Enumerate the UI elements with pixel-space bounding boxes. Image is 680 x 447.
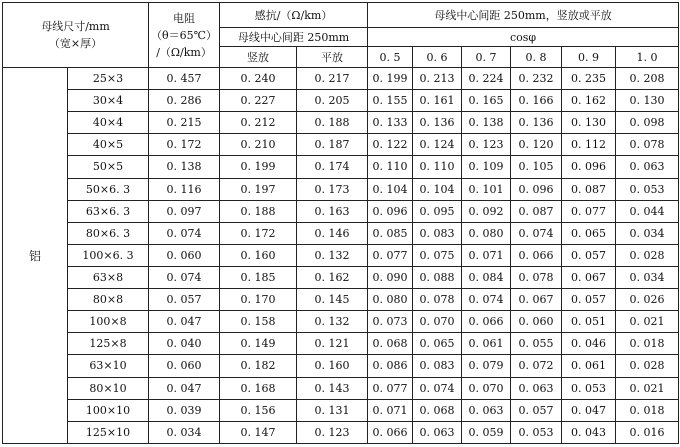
- busbar-impedance-table: [2, 2, 679, 444]
- size-cell: 125×8: [68, 333, 149, 355]
- reactance-vertical-cell: 0. 197: [220, 178, 297, 200]
- size-cell: 63×10: [68, 355, 149, 377]
- cos-value-cell: 0. 053: [562, 377, 616, 399]
- reactance-vertical-cell: 0. 182: [220, 355, 297, 377]
- table-row: [3, 112, 679, 134]
- cos-value-cell: 0. 074: [413, 377, 462, 399]
- table-row: [3, 289, 679, 311]
- cos-value-cell: 0. 071: [462, 244, 511, 266]
- size-cell: 30×4: [68, 90, 149, 112]
- cos-value-cell: 0. 051: [562, 311, 616, 333]
- size-cell: 40×5: [68, 134, 149, 156]
- resistance-cell: 0. 138: [149, 156, 220, 178]
- reactance-flat-cell: 0. 121: [297, 333, 368, 355]
- cos-value-cell: 0. 018: [616, 333, 679, 355]
- cos-value-cell: 0. 095: [413, 200, 462, 222]
- cos-group-header: 母线中心间距 250mm，竖放或平放: [368, 3, 679, 28]
- reactance-vertical-cell: 0. 156: [220, 399, 297, 421]
- cos-value-cell: 0. 034: [616, 266, 679, 288]
- cos-value-cell: 0. 068: [413, 399, 462, 421]
- cos-value-cell: 0. 096: [368, 200, 413, 222]
- cos-value-cell: 0. 083: [413, 222, 462, 244]
- table-row: [3, 200, 679, 222]
- size-cell: 80×10: [68, 377, 149, 399]
- cos-value-cell: 0. 070: [462, 377, 511, 399]
- cos-value-header: 0. 9: [562, 47, 616, 68]
- cos-value-cell: 0. 092: [462, 200, 511, 222]
- table-row: [3, 399, 679, 421]
- resistance-header-line2: （θ＝65℃）: [151, 28, 217, 42]
- reactance-flat-cell: 0. 187: [297, 134, 368, 156]
- cos-value-cell: 0. 161: [413, 90, 462, 112]
- cos-value-cell: 0. 063: [413, 421, 462, 443]
- table-row: [3, 222, 679, 244]
- size-cell: 50×5: [68, 156, 149, 178]
- resistance-header: [149, 3, 220, 68]
- size-cell: 40×4: [68, 112, 149, 134]
- cos-value-cell: 0. 101: [462, 178, 511, 200]
- reactance-flat-cell: 0. 173: [297, 178, 368, 200]
- size-header-line2: （宽×厚）: [48, 37, 103, 50]
- reactance-flat-cell: 0. 205: [297, 90, 368, 112]
- cos-value-cell: 0. 096: [511, 178, 562, 200]
- cos-value-cell: 0. 105: [511, 156, 562, 178]
- cos-value-cell: 0. 055: [511, 333, 562, 355]
- cos-value-cell: 0. 074: [462, 289, 511, 311]
- cos-value-cell: 0. 079: [462, 355, 511, 377]
- cos-value-cell: 0. 224: [462, 68, 511, 90]
- cos-value-cell: 0. 046: [562, 333, 616, 355]
- resistance-cell: 0. 172: [149, 134, 220, 156]
- cos-value-cell: 0. 080: [462, 222, 511, 244]
- reactance-vertical-cell: 0. 149: [220, 333, 297, 355]
- reactance-vertical-cell: 0. 172: [220, 222, 297, 244]
- table-row: [3, 377, 679, 399]
- cos-value-cell: 0. 053: [511, 421, 562, 443]
- cos-value-cell: 0. 124: [413, 134, 462, 156]
- cos-value-cell: 0. 021: [616, 377, 679, 399]
- resistance-cell: 0. 047: [149, 377, 220, 399]
- resistance-cell: 0. 047: [149, 311, 220, 333]
- resistance-cell: 0. 097: [149, 200, 220, 222]
- reactance-flat-cell: 0. 131: [297, 399, 368, 421]
- table-row: [3, 333, 679, 355]
- reactance-flat-cell: 0. 174: [297, 156, 368, 178]
- cos-value-cell: 0. 057: [511, 399, 562, 421]
- cos-value-cell: 0. 208: [616, 68, 679, 90]
- reactance-flat-cell: 0. 162: [297, 266, 368, 288]
- cos-value-cell: 0. 110: [368, 156, 413, 178]
- cos-value-cell: 0. 080: [368, 289, 413, 311]
- cos-value-cell: 0. 057: [562, 244, 616, 266]
- cos-value-cell: 0. 061: [462, 333, 511, 355]
- cos-value-cell: 0. 122: [368, 134, 413, 156]
- cos-value-cell: 0. 130: [562, 112, 616, 134]
- cos-value-cell: 0. 026: [616, 289, 679, 311]
- cos-value-cell: 0. 065: [413, 333, 462, 355]
- cos-value-cell: 0. 084: [462, 266, 511, 288]
- reactance-vertical-cell: 0. 210: [220, 134, 297, 156]
- resistance-cell: 0. 040: [149, 333, 220, 355]
- cos-value-cell: 0. 088: [413, 266, 462, 288]
- cos-value-cell: 0. 047: [562, 399, 616, 421]
- cos-value-cell: 0. 166: [511, 90, 562, 112]
- reactance-flat-cell: 0. 163: [297, 200, 368, 222]
- cos-value-cell: 0. 136: [511, 112, 562, 134]
- reactance-flat-cell: 0. 146: [297, 222, 368, 244]
- size-header-line1: 母线尺寸/mm: [41, 20, 110, 33]
- resistance-header-line3: /（Ω/km）: [156, 45, 212, 59]
- cos-value-cell: 0. 086: [368, 355, 413, 377]
- cos-value-cell: 0. 090: [368, 266, 413, 288]
- cos-value-cell: 0. 078: [413, 289, 462, 311]
- reactance-flat-cell: 0. 217: [297, 68, 368, 90]
- cos-value-cell: 0. 065: [562, 222, 616, 244]
- cos-value-cell: 0. 235: [562, 68, 616, 90]
- size-cell: 50×6. 3: [68, 178, 149, 200]
- cos-value-cell: 0. 138: [462, 112, 511, 134]
- size-cell: 63×6. 3: [68, 200, 149, 222]
- cos-value-cell: 0. 073: [368, 311, 413, 333]
- size-cell: 80×6. 3: [68, 222, 149, 244]
- cos-value-cell: 0. 044: [616, 200, 679, 222]
- cos-value-cell: 0. 165: [462, 90, 511, 112]
- cos-value-cell: 0. 070: [413, 311, 462, 333]
- cos-value-cell: 0. 077: [368, 377, 413, 399]
- size-cell: 100×10: [68, 399, 149, 421]
- reactance-flat-cell: 0. 145: [297, 289, 368, 311]
- reactance-flat-cell: 0. 132: [297, 244, 368, 266]
- reactance-flat-cell: 0. 143: [297, 377, 368, 399]
- cos-value-cell: 0. 078: [616, 134, 679, 156]
- cos-phi-header: cosφ: [368, 28, 679, 47]
- resistance-cell: 0. 074: [149, 222, 220, 244]
- cos-value-cell: 0. 059: [462, 421, 511, 443]
- cos-value-header: 0. 5: [368, 47, 413, 68]
- flat-header: 平放: [297, 47, 368, 68]
- size-cell: 100×6. 3: [68, 244, 149, 266]
- reactance-flat-cell: 0. 160: [297, 355, 368, 377]
- resistance-cell: 0. 116: [149, 178, 220, 200]
- size-cell: 80×8: [68, 289, 149, 311]
- cos-value-cell: 0. 136: [413, 112, 462, 134]
- table-row: [3, 134, 679, 156]
- cos-value-cell: 0. 053: [616, 178, 679, 200]
- cos-value-header: 0. 6: [413, 47, 462, 68]
- cos-value-cell: 0. 018: [616, 399, 679, 421]
- size-header: [3, 3, 149, 68]
- table-row: [3, 156, 679, 178]
- cos-value-cell: 0. 066: [368, 421, 413, 443]
- cos-value-cell: 0. 060: [511, 311, 562, 333]
- cos-value-cell: 0. 110: [413, 156, 462, 178]
- cos-value-cell: 0. 096: [562, 156, 616, 178]
- resistance-cell: 0. 057: [149, 289, 220, 311]
- reactance-vertical-cell: 0. 185: [220, 266, 297, 288]
- table-row: [3, 311, 679, 333]
- cos-value-cell: 0. 016: [616, 421, 679, 443]
- reactance-flat-cell: 0. 132: [297, 311, 368, 333]
- size-cell: 125×10: [68, 421, 149, 443]
- cos-value-cell: 0. 068: [368, 333, 413, 355]
- cos-value-cell: 0. 028: [616, 244, 679, 266]
- cos-value-cell: 0. 075: [413, 244, 462, 266]
- reactance-header: 感抗/（Ω/km）: [220, 3, 368, 28]
- resistance-header-line1: 电阻: [173, 11, 196, 25]
- table-row: [3, 421, 679, 443]
- cos-value-cell: 0. 120: [511, 134, 562, 156]
- table-row: [3, 355, 679, 377]
- cos-value-cell: 0. 112: [562, 134, 616, 156]
- cos-value-cell: 0. 077: [562, 200, 616, 222]
- resistance-cell: 0. 286: [149, 90, 220, 112]
- cos-value-cell: 0. 066: [511, 244, 562, 266]
- resistance-cell: 0. 215: [149, 112, 220, 134]
- size-cell: 63×8: [68, 266, 149, 288]
- reactance-vertical-cell: 0. 227: [220, 90, 297, 112]
- cos-value-cell: 0. 085: [368, 222, 413, 244]
- cos-value-cell: 0. 087: [511, 200, 562, 222]
- cos-value-cell: 0. 063: [616, 156, 679, 178]
- reactance-vertical-cell: 0. 199: [220, 156, 297, 178]
- reactance-vertical-cell: 0. 240: [220, 68, 297, 90]
- cos-value-cell: 0. 061: [562, 355, 616, 377]
- cos-value-header: 0. 7: [462, 47, 511, 68]
- reactance-vertical-cell: 0. 158: [220, 311, 297, 333]
- cos-value-cell: 0. 043: [562, 421, 616, 443]
- resistance-cell: 0. 039: [149, 399, 220, 421]
- cos-value-cell: 0. 083: [413, 355, 462, 377]
- cos-value-cell: 0. 063: [462, 399, 511, 421]
- cos-value-cell: 0. 104: [413, 178, 462, 200]
- cos-value-cell: 0. 104: [368, 178, 413, 200]
- cos-value-cell: 0. 072: [511, 355, 562, 377]
- reactance-spacing-header: 母线中心间距 250mm: [220, 28, 368, 47]
- cos-value-cell: 0. 077: [368, 244, 413, 266]
- cos-value-header: 0. 8: [511, 47, 562, 68]
- vertical-header: 竖放: [220, 47, 297, 68]
- material-cell: 铝: [3, 68, 68, 444]
- resistance-cell: 0. 060: [149, 355, 220, 377]
- cos-value-cell: 0. 123: [462, 134, 511, 156]
- cos-value-cell: 0. 057: [562, 289, 616, 311]
- cos-value-cell: 0. 028: [616, 355, 679, 377]
- resistance-cell: 0. 060: [149, 244, 220, 266]
- cos-value-cell: 0. 087: [562, 178, 616, 200]
- cos-value-cell: 0. 130: [616, 90, 679, 112]
- table-row: [3, 266, 679, 288]
- cos-value-cell: 0. 021: [616, 311, 679, 333]
- cos-value-cell: 0. 133: [368, 112, 413, 134]
- cos-value-cell: 0. 199: [368, 68, 413, 90]
- cos-value-cell: 0. 067: [511, 289, 562, 311]
- cos-value-cell: 0. 034: [616, 222, 679, 244]
- size-cell: 100×8: [68, 311, 149, 333]
- cos-value-cell: 0. 162: [562, 90, 616, 112]
- table-row: [3, 244, 679, 266]
- cos-value-cell: 0. 098: [616, 112, 679, 134]
- cos-value-cell: 0. 109: [462, 156, 511, 178]
- resistance-cell: 0. 457: [149, 68, 220, 90]
- reactance-vertical-cell: 0. 188: [220, 200, 297, 222]
- cos-value-cell: 0. 067: [562, 266, 616, 288]
- cos-value-cell: 0. 078: [511, 266, 562, 288]
- reactance-vertical-cell: 0. 160: [220, 244, 297, 266]
- reactance-flat-cell: 0. 188: [297, 112, 368, 134]
- reactance-vertical-cell: 0. 147: [220, 421, 297, 443]
- cos-value-cell: 0. 066: [462, 311, 511, 333]
- cos-value-cell: 0. 155: [368, 90, 413, 112]
- cos-value-cell: 0. 074: [511, 222, 562, 244]
- cos-value-header: 1. 0: [616, 47, 679, 68]
- reactance-vertical-cell: 0. 168: [220, 377, 297, 399]
- resistance-cell: 0. 074: [149, 266, 220, 288]
- table-row: [3, 90, 679, 112]
- reactance-flat-cell: 0. 123: [297, 421, 368, 443]
- cos-value-cell: 0. 213: [413, 68, 462, 90]
- reactance-vertical-cell: 0. 170: [220, 289, 297, 311]
- table-row: [3, 68, 679, 90]
- cos-value-cell: 0. 071: [368, 399, 413, 421]
- reactance-vertical-cell: 0. 212: [220, 112, 297, 134]
- cos-value-cell: 0. 063: [511, 377, 562, 399]
- size-cell: 25×3: [68, 68, 149, 90]
- cos-value-cell: 0. 232: [511, 68, 562, 90]
- table-row: [3, 178, 679, 200]
- resistance-cell: 0. 034: [149, 421, 220, 443]
